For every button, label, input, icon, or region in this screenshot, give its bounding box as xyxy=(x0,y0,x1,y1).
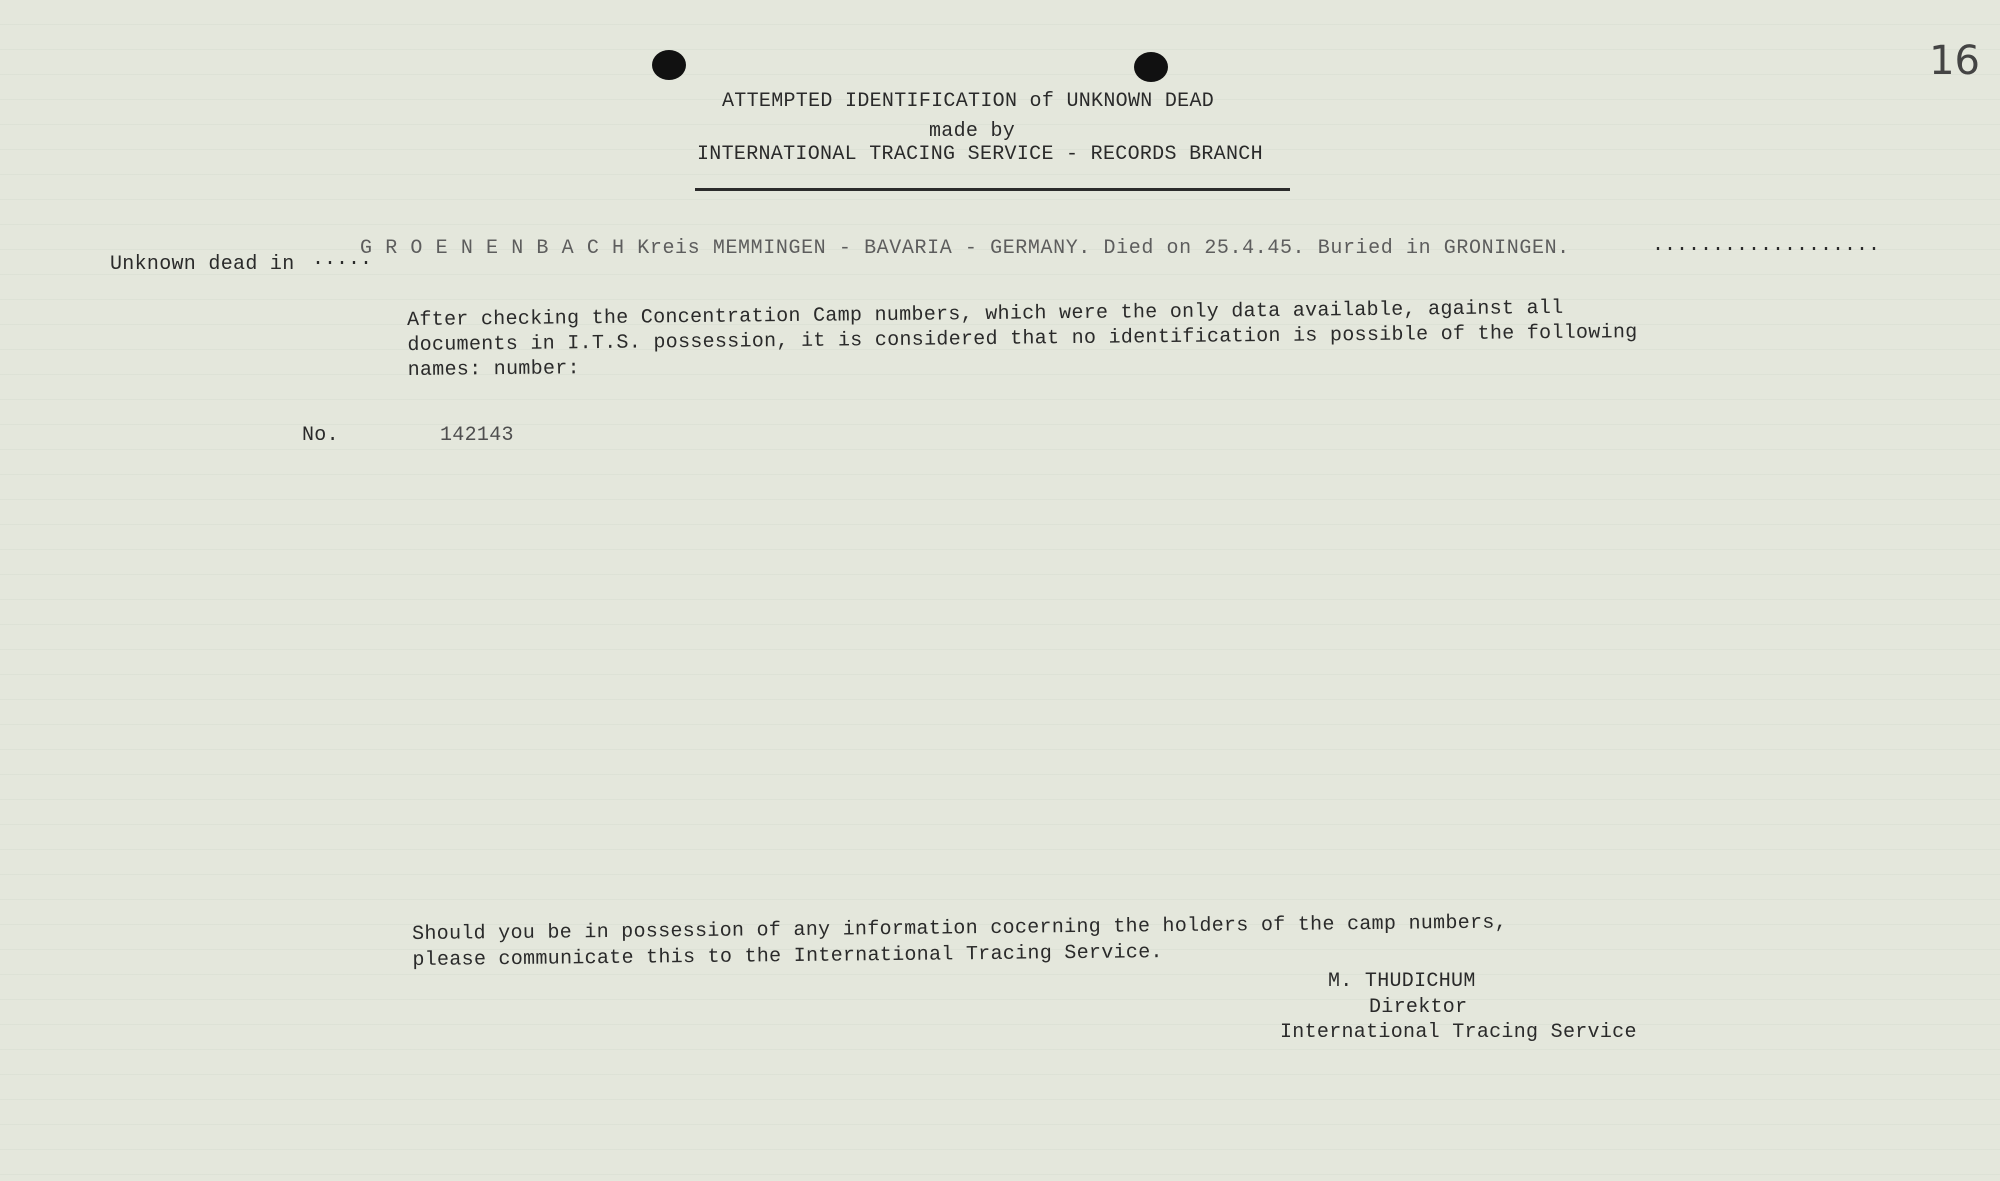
signatory-title: Direktor xyxy=(1369,996,1468,1019)
page-number: 16 xyxy=(1929,38,1980,84)
unknown-dead-label: Unknown dead in xyxy=(110,253,295,276)
closing-paragraph: Should you be in possession of any information cocerning the holders of the camp numbers, please communicate this to the International Tracing Service. xyxy=(412,911,1508,972)
signatory-organization: International Tracing Service xyxy=(1280,1021,1637,1044)
location-field: G R O E N E N B A C H Kreis MEMMINGEN - BAVARIA - GERMANY. Died on 25.4.45. Buried in GRONINGEN. xyxy=(360,237,1570,260)
branch-line: INTERNATIONAL TRACING SERVICE - RECORDS BRANCH xyxy=(697,143,1263,166)
dotted-leader-left: ..... xyxy=(312,248,373,271)
camp-number-value: 142143 xyxy=(440,424,514,447)
dotted-leader-right: ................... xyxy=(1652,234,1881,257)
punch-hole-right xyxy=(1134,52,1168,82)
camp-number-label: No. xyxy=(302,424,339,447)
header-underline xyxy=(695,188,1290,191)
made-by-line: made by xyxy=(929,120,1016,143)
identification-paragraph: After checking the Concentration Camp numbers, which were the only data available, against all documents in I.T.S. possession, it is considered that no identification is possible of the following names: number: xyxy=(407,296,1638,382)
document-title: ATTEMPTED IDENTIFICATION of UNKNOWN DEAD xyxy=(722,90,1215,113)
punch-hole-left xyxy=(652,50,686,80)
signatory-name: M. THUDICHUM xyxy=(1328,970,1476,993)
